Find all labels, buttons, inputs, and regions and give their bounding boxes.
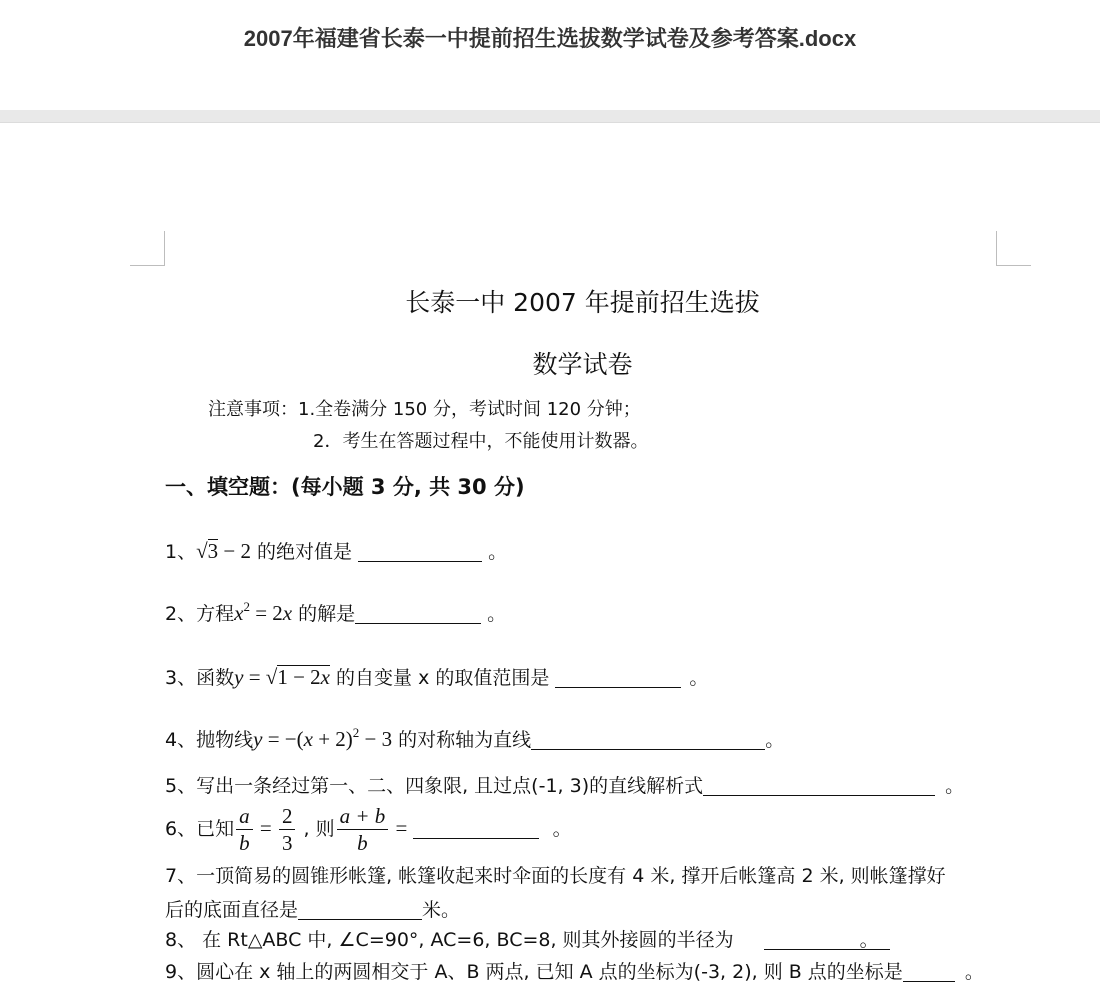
q6-number: 6、 xyxy=(165,818,197,840)
q4-end: 。 xyxy=(765,729,785,751)
q3-sqrt-arg: 1 − 2 xyxy=(277,665,321,689)
exam-heading: 长泰一中 2007 年提前招生选拔 xyxy=(405,288,760,317)
question-5 xyxy=(165,771,964,798)
q6-lead: 已知 xyxy=(196,818,235,840)
q6-f3-bottom: b xyxy=(357,831,368,855)
document-page[interactable] xyxy=(0,123,1100,990)
document-title: 2007年福建省长泰一中提前招生选拔数学试卷及参考答案.docx xyxy=(243,26,857,51)
q4-var: y xyxy=(253,727,263,751)
q3-eq: = xyxy=(243,665,266,689)
q8-end: 。 xyxy=(859,929,879,951)
q3-end: 。 xyxy=(689,667,709,689)
q3-answer-blank[interactable] xyxy=(555,667,681,688)
q2-exp: 2 xyxy=(243,599,250,614)
q6-eq1: = xyxy=(254,816,277,840)
question-2 xyxy=(165,599,506,626)
q3-number: 3、 xyxy=(165,667,197,689)
q6-fraction-2 xyxy=(279,803,296,856)
page-gap xyxy=(0,110,1100,123)
q6-f2-top: 2 xyxy=(279,803,296,830)
q1-answer-blank[interactable] xyxy=(358,541,482,562)
q9-text: 9、圆心在 x 轴上的两圆相交于 A、B 两点, 已知 A 点的坐标为(-3, 2), 则 B 点的坐标是 xyxy=(165,961,903,983)
notice-item-2: 2．考生在答题过程中，不能使用计数器。 xyxy=(313,431,649,452)
q6-mid: , 则 xyxy=(297,818,335,840)
q4-expr1: = −( xyxy=(262,727,304,751)
q5-end: 。 xyxy=(945,775,965,797)
q3-sqrt-var: x xyxy=(320,665,330,689)
q1-number: 1、 xyxy=(165,541,197,563)
q2-end: 。 xyxy=(487,603,507,625)
q6-fraction-1 xyxy=(236,803,253,856)
margin-corner-right xyxy=(996,231,1031,266)
question-1: 1、√3 − 2 的绝对值是 。 xyxy=(165,539,508,563)
q9-end: 。 xyxy=(964,961,984,983)
title-bar xyxy=(0,0,1100,110)
q1-text: 的绝对值是 xyxy=(250,541,359,563)
q6-f1-bottom: b xyxy=(239,831,250,855)
q2-text: 的解是 xyxy=(292,603,356,625)
q1-expr: − 2 xyxy=(218,539,251,563)
q4-number: 4、 xyxy=(165,729,197,751)
q7-end: 米。 xyxy=(422,899,461,921)
q6-end: 。 xyxy=(552,818,572,840)
q7-lead: 后的底面直径是 xyxy=(165,899,299,921)
margin-corner-left xyxy=(130,231,165,266)
q4-answer-blank[interactable] xyxy=(531,729,765,750)
question-7-line-1: 7、一顶简易的圆锥形帐篷, 帐篷收起来时伞面的长度有 4 米, 撑开后帐篷高 2 米, 则帐篷撑好 xyxy=(165,865,946,887)
section-title: 一、填空题：(每小题 3 分, 共 30 分) xyxy=(165,475,525,499)
q4-exp: 2 xyxy=(352,725,360,740)
q3-lead: 函数 xyxy=(196,667,235,689)
q2-var: x xyxy=(234,601,244,625)
q8-text: 8、 在 Rt△ABC 中, ∠C=90°, AC=6, BC=8, 则其外接圆的半径为 xyxy=(165,929,734,951)
q1-end: 。 xyxy=(488,541,508,563)
q4-expr3: − 3 xyxy=(359,727,393,751)
question-6 xyxy=(165,803,572,856)
q4-text: 的对称轴为直线 xyxy=(392,729,532,751)
q4-x: x xyxy=(303,727,313,751)
question-3: 3、函数y = √1 − 2x 的自变量 x 的取值范围是 。 xyxy=(165,665,709,689)
q2-lead: 方程 xyxy=(196,603,235,625)
q2-rhs-var: x xyxy=(282,601,293,625)
q2-answer-blank[interactable] xyxy=(355,603,481,624)
q1-sqrt-arg: 3 xyxy=(207,539,219,563)
question-9 xyxy=(165,957,984,984)
q5-answer-blank[interactable] xyxy=(703,775,935,796)
q4-lead: 抛物线 xyxy=(196,729,254,751)
q6-f1-top: a xyxy=(236,803,253,830)
q4-expr2: + 2) xyxy=(312,727,353,751)
question-8 xyxy=(165,925,879,952)
q6-fraction-3 xyxy=(337,803,389,856)
exam-subtitle: 数学试卷 xyxy=(532,350,633,379)
q3-sqrt xyxy=(277,665,330,688)
notice-line-1 xyxy=(208,395,641,421)
q5-text: 写出一条经过第一、二、四象限, 且过点(-1, 3)的直线解析式 xyxy=(196,775,704,797)
q7-answer-blank[interactable] xyxy=(298,899,422,920)
question-7-line-2 xyxy=(165,895,460,922)
q3-var: y xyxy=(234,665,244,689)
notice-label: 注意事项： xyxy=(208,399,298,420)
q5-number: 5、 xyxy=(165,775,197,797)
q3-text: 的自变量 x 的取值范围是 xyxy=(329,667,556,689)
q9-answer-blank[interactable] xyxy=(903,961,955,982)
q2-rhs: = 2 xyxy=(249,601,283,625)
notice-item-1: 1.全卷满分 150 分，考试时间 120 分钟； xyxy=(298,399,641,420)
q6-f3-top: a + b xyxy=(337,803,389,830)
q6-answer-blank[interactable] xyxy=(413,818,539,839)
q6-f2-bottom: 3 xyxy=(281,831,293,855)
q6-eq2: = xyxy=(390,816,413,840)
q2-number: 2、 xyxy=(165,603,197,625)
question-4 xyxy=(165,725,784,752)
